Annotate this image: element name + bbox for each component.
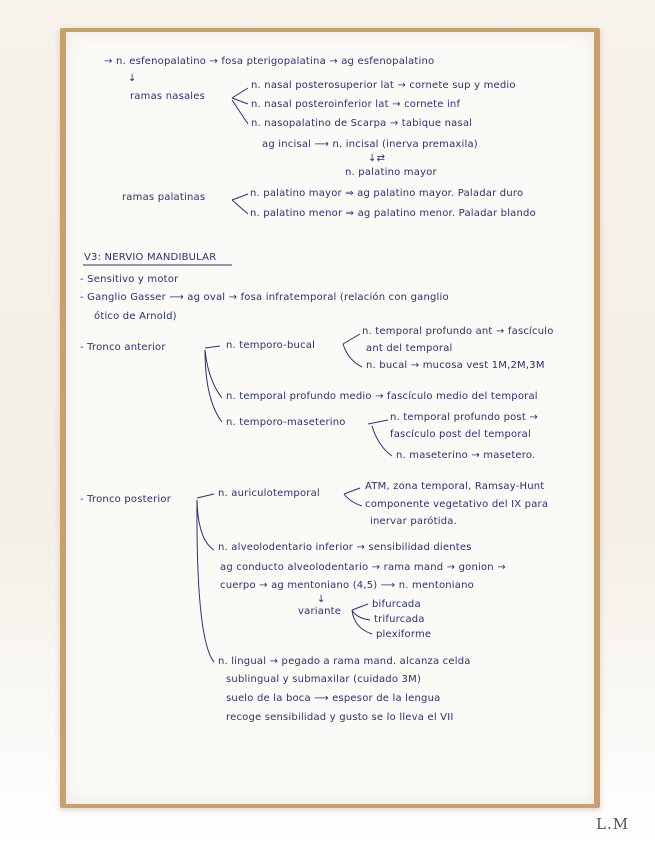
- posterior-branch-2: [197, 500, 214, 550]
- palatine-branch-bottom: [232, 200, 248, 214]
- at-branch-bottom: [344, 494, 362, 506]
- section-heading: V3: NERVIO MANDIBULAR: [84, 252, 217, 263]
- note-line: ant del temporal: [366, 343, 453, 354]
- posterior-branch-1: [197, 494, 214, 498]
- note-line: n. palatino mayor: [345, 167, 437, 178]
- anterior-branch-3: [205, 350, 222, 422]
- arrow-down: ↓: [128, 73, 137, 84]
- note-line: bifurcada: [372, 599, 421, 610]
- note-line: cuerpo → ag mentoniano (4,5) ⟶ n. mentoniano: [220, 580, 474, 591]
- note-line: n. temporo-maseterino: [226, 417, 346, 428]
- note-line: n. auriculotemporal: [218, 488, 320, 499]
- tb-branch-top: [343, 334, 360, 344]
- note-line: n. nasopalatino de Scarpa → tabique nasal: [251, 118, 473, 129]
- note-line: suelo de la boca ⟶ espesor de la lengua: [226, 693, 441, 704]
- note-line: fascículo post del temporal: [390, 429, 531, 440]
- anterior-branch-2: [205, 350, 222, 398]
- tm-branch-top: [368, 420, 388, 424]
- nasal-branch-top: [232, 88, 248, 98]
- note-line: n. maseterino → masetero.: [396, 450, 536, 461]
- note-line: ag conducto alveolodentario → rama mand → gonion →: [220, 562, 506, 573]
- note-line: n. bucal → mucosa vest 1M,2M,3M: [366, 360, 545, 371]
- arrow-down: ↓: [317, 594, 326, 605]
- note-line: n. palatino menor ⇒ ag palatino menor. Paladar blando: [250, 208, 536, 219]
- note-line: n. temporal profundo post →: [390, 412, 538, 423]
- note-label: - Tronco anterior: [80, 342, 166, 353]
- note-line: sublingual y submaxilar (cuidado 3M): [226, 674, 422, 685]
- note-line: ag incisal ⟶ n. incisal (inerva premaxila): [262, 139, 478, 150]
- var-branch-2: [352, 610, 370, 620]
- note-line: n. temporo-bucal: [226, 340, 316, 351]
- note-line: n. nasal posteroinferior lat → cornete inf: [251, 99, 461, 110]
- note-line: n. palatino mayor ⇒ ag palatino mayor. Paladar duro: [250, 188, 524, 199]
- palatine-branch-top: [232, 194, 248, 200]
- note-line: plexiforme: [376, 629, 432, 640]
- note-line: recoge sensibilidad y gusto se lo lleva el VII: [226, 712, 454, 723]
- at-branch-top: [344, 488, 360, 494]
- note-line: → n. esfenopalatino → fosa pterigopalatina → ag esfenopalatino: [104, 56, 435, 67]
- note-line: inervar parótida.: [370, 516, 457, 527]
- note-line: ótico de Arnold): [94, 311, 177, 322]
- note-line: trifurcada: [374, 614, 425, 625]
- note-line: - Ganglio Gasser ⟶ ag oval → fosa infratemporal (relación con ganglio: [80, 292, 449, 303]
- note-line: n. nasal posterosuperior lat → cornete sup y medio: [251, 80, 516, 91]
- anterior-branch-1: [205, 346, 220, 348]
- arrow-down: ↓⇄: [368, 153, 386, 164]
- note-label: ramas palatinas: [122, 192, 206, 203]
- note-line: n. temporal profundo ant → fascículo: [362, 326, 554, 337]
- note-label: ramas nasales: [130, 91, 206, 102]
- note-line: n. temporal profundo medio → fascículo medio del temporal: [226, 391, 538, 402]
- tb-branch-bottom: [343, 344, 362, 367]
- note-line: n. lingual → pegado a rama mand. alcanza celda: [218, 656, 471, 667]
- tm-branch-bottom: [372, 426, 392, 456]
- note-line: componente vegetativo del IX para: [365, 499, 549, 510]
- var-branch-1: [352, 604, 368, 610]
- note-label: - Tronco posterior: [80, 494, 172, 505]
- note-line: - Sensitivo y motor: [80, 274, 179, 285]
- author-signature: L.M: [596, 815, 630, 833]
- note-label: variante: [298, 606, 342, 617]
- note-line: ATM, zona temporal, Ramsay-Hunt: [365, 481, 545, 492]
- note-line: n. alveolodentario inferior → sensibilidad dientes: [218, 542, 472, 553]
